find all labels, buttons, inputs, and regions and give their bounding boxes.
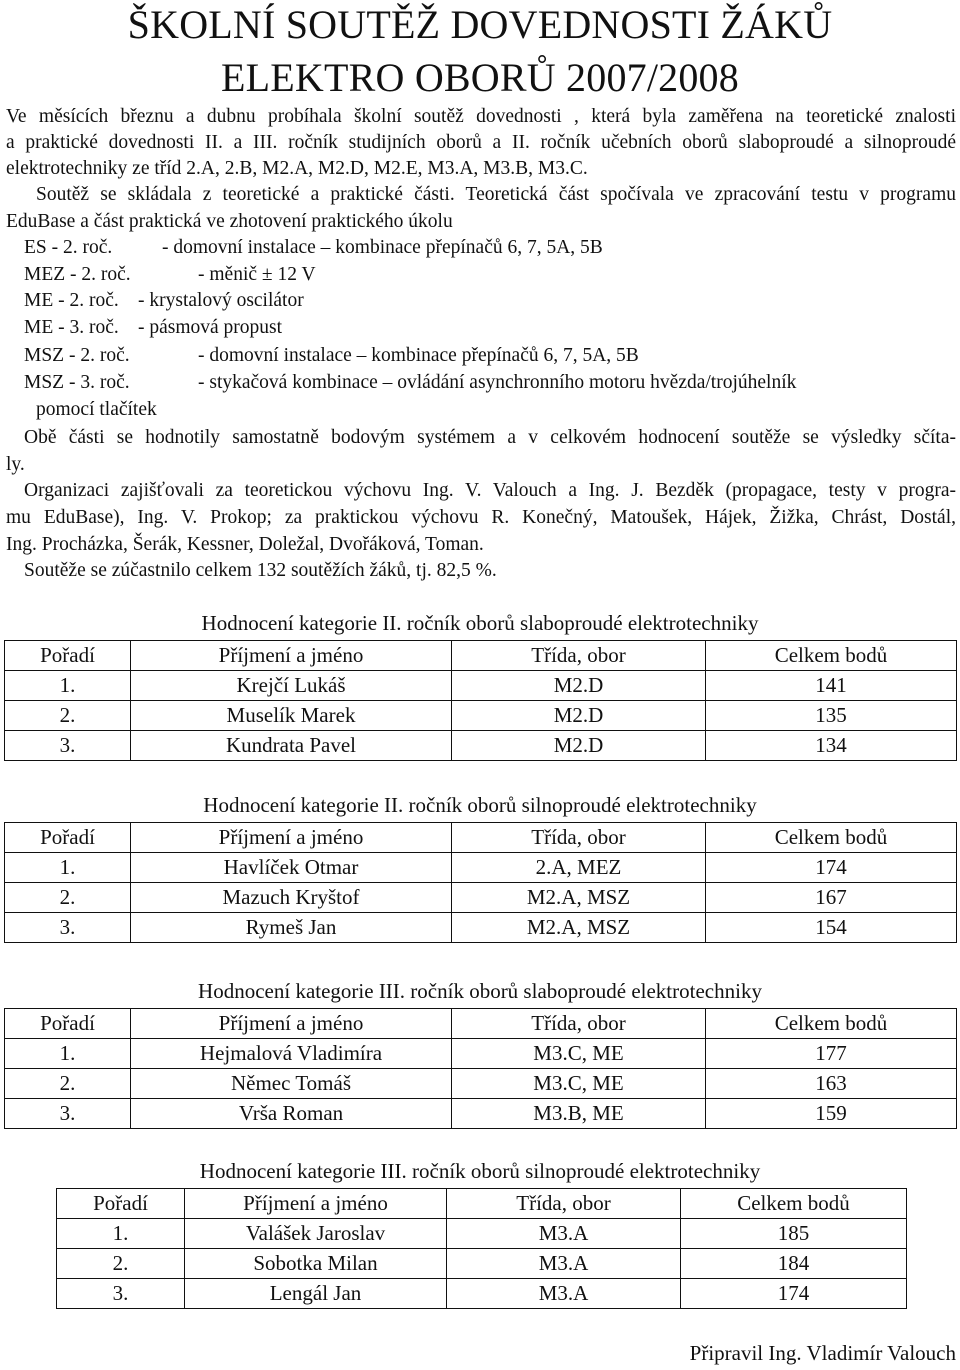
header-name: Příjmení a jméno [185,1189,447,1219]
organization-line: Organizaci zajišťovali za teoretickou výchovu Ing. V. Valouch a Ing. J. Bezděk (propagace, testy v progra- [24,480,956,501]
header-class: Třída, obor [447,1189,681,1219]
header-name: Příjmení a jméno [131,823,452,853]
title-line-2: ELEKTRO OBORŮ 2007/2008 [221,55,739,100]
cell-class: M2.D [452,731,706,761]
header-points: Celkem bodů [706,823,957,853]
cell-class: M2.A, MSZ [452,883,706,913]
task-desc: - stykačová kombinace – ovládání asynchronního motoru hvězda/trojúhelník [198,372,797,393]
task-desc: - měnič ± 12 V [198,264,316,285]
cell-rank: 3. [5,1099,131,1129]
cell-name: Lengál Jan [185,1279,447,1309]
cell-rank: 1. [5,853,131,883]
intro-line: elektrotechniky ze tříd 2.A, 2.B, M2.A, M2.D, M2.E, M3.A, M3.B, M3.C. [6,158,588,179]
cell-class: M3.C, ME [452,1039,706,1069]
task-desc: - domovní instalace – kombinace přepínačů 6, 7, 5A, 5B [198,345,639,366]
cell-rank: 3. [5,913,131,943]
title-line-1: ŠKOLNÍ SOUTĚŽ DOVEDNOSTI ŽÁKŮ [127,2,833,47]
cell-class: M3.B, ME [452,1099,706,1129]
table-row [57,1219,907,1249]
task-class: ME - 3. roč. [24,317,119,338]
organization-line: mu EduBase), Ing. V. Prokop; za praktickou výchovu R. Konečný, Matoušek, Hájek, Žižka, Chrást, Dostál, [6,507,956,528]
results-table [4,640,957,761]
cell-points: 167 [706,883,957,913]
cell-name: Muselík Marek [131,701,452,731]
table-caption: Hodnocení kategorie III. ročník oborů silnoproudé elektrotechniky [199,1159,761,1183]
table-row [5,1039,957,1069]
intro-line: Soutěž se skládala z teoretické a praktické části. Teoretická část spočívala ve zpracování testu v programu [36,184,956,205]
table-row [5,883,957,913]
cell-rank: 2. [5,883,131,913]
header-rank: Pořadí [57,1189,185,1219]
cell-rank: 1. [5,1039,131,1069]
task-desc: - krystalový oscilátor [138,290,304,311]
cell-rank: 2. [5,1069,131,1099]
task-class: MSZ - 3. roč. [24,372,130,393]
intro-line: Ve měsících březnu a dubnu probíhala školní soutěž dovednosti , která byla zaměřena na teoretické znalosti [6,106,956,127]
cell-name: Mazuch Kryštof [131,883,452,913]
table-row [5,731,957,761]
intro-line: a praktické dovednosti II. a III. ročník studijních oborů a II. ročník učebních oborů slaboproudé a silnoproudé [6,132,956,153]
cell-points: 135 [706,701,957,731]
cell-class: M2.D [452,701,706,731]
cell-rank: 1. [5,671,131,701]
evaluation-line: Obě části se hodnotily samostatně bodovým systémem a v celkovém hodnocení soutěže se výsledky sčíta- [24,427,956,448]
cell-name: Havlíček Otmar [131,853,452,883]
task-continuation: pomocí tlačítek [36,399,157,420]
intro-line: EduBase a část praktická ve zhotovení praktického úkolu [6,211,453,232]
cell-points: 141 [706,671,957,701]
table-caption: Hodnocení kategorie II. ročník oborů silnoproudé elektrotechniky [203,793,757,817]
cell-rank: 3. [5,731,131,761]
header-class: Třída, obor [452,823,706,853]
table-row [5,913,957,943]
cell-name: Sobotka Milan [185,1249,447,1279]
cell-name: Valášek Jaroslav [185,1219,447,1249]
cell-points: 159 [706,1099,957,1129]
task-class: MEZ - 2. roč. [24,264,131,285]
header-name: Příjmení a jméno [131,1009,452,1039]
cell-points: 174 [681,1279,907,1309]
cell-rank: 2. [5,701,131,731]
cell-points: 185 [681,1219,907,1249]
cell-name: Němec Tomáš [131,1069,452,1099]
table-header-row [57,1189,907,1219]
cell-points: 184 [681,1249,907,1279]
cell-class: M3.A [447,1249,681,1279]
signature: Připravil Ing. Vladimír Valouch [689,1341,956,1365]
cell-points: 174 [706,853,957,883]
cell-class: M2.A, MSZ [452,913,706,943]
table-row [5,701,957,731]
cell-class: 2.A, MEZ [452,853,706,883]
cell-class: M3.C, ME [452,1069,706,1099]
participation-text: Soutěže se zúčastnilo celkem 132 soutěžích žáků, tj. 82,5 %. [24,560,497,581]
table-header-row [5,1009,957,1039]
cell-rank: 3. [57,1279,185,1309]
task-desc: - pásmová propust [138,317,283,338]
task-desc: - domovní instalace – kombinace přepínačů 6, 7, 5A, 5B [162,237,603,258]
cell-name: Kundrata Pavel [131,731,452,761]
organization-line: Ing. Procházka, Šerák, Kessner, Doležal, Dvořáková, Toman. [6,534,484,555]
table-header-row [5,823,957,853]
header-points: Celkem bodů [706,1009,957,1039]
cell-class: M2.D [452,671,706,701]
cell-points: 134 [706,731,957,761]
table-caption: Hodnocení kategorie II. ročník oborů slaboproudé elektrotechniky [201,611,759,635]
cell-rank: 1. [57,1219,185,1249]
table-row [57,1249,907,1279]
header-rank: Pořadí [5,641,131,671]
header-rank: Pořadí [5,1009,131,1039]
table-caption: Hodnocení kategorie III. ročník oborů slaboproudé elektrotechniky [198,979,762,1003]
cell-class: M3.A [447,1219,681,1249]
cell-points: 177 [706,1039,957,1069]
header-rank: Pořadí [5,823,131,853]
table-row [5,1099,957,1129]
cell-class: M3.A [447,1279,681,1309]
task-class: ES - 2. roč. [24,237,113,258]
cell-points: 154 [706,913,957,943]
header-points: Celkem bodů [706,641,957,671]
cell-rank: 2. [57,1249,185,1279]
table-row [5,1069,957,1099]
table-row [57,1279,907,1309]
task-class: ME - 2. roč. [24,290,119,311]
cell-name: Krejčí Lukáš [131,671,452,701]
table-row [5,671,957,701]
task-class: MSZ - 2. roč. [24,345,130,366]
cell-name: Rymeš Jan [131,913,452,943]
cell-name: Vrša Roman [131,1099,452,1129]
header-name: Příjmení a jméno [131,641,452,671]
header-class: Třída, obor [452,641,706,671]
evaluation-line: ly. [6,454,25,475]
table-header-row [5,641,957,671]
results-table [4,1008,957,1129]
header-class: Třída, obor [452,1009,706,1039]
header-points: Celkem bodů [681,1189,907,1219]
cell-points: 163 [706,1069,957,1099]
table-row [5,853,957,883]
results-table [56,1188,907,1309]
cell-name: Hejmalová Vladimíra [131,1039,452,1069]
results-table [4,822,957,943]
